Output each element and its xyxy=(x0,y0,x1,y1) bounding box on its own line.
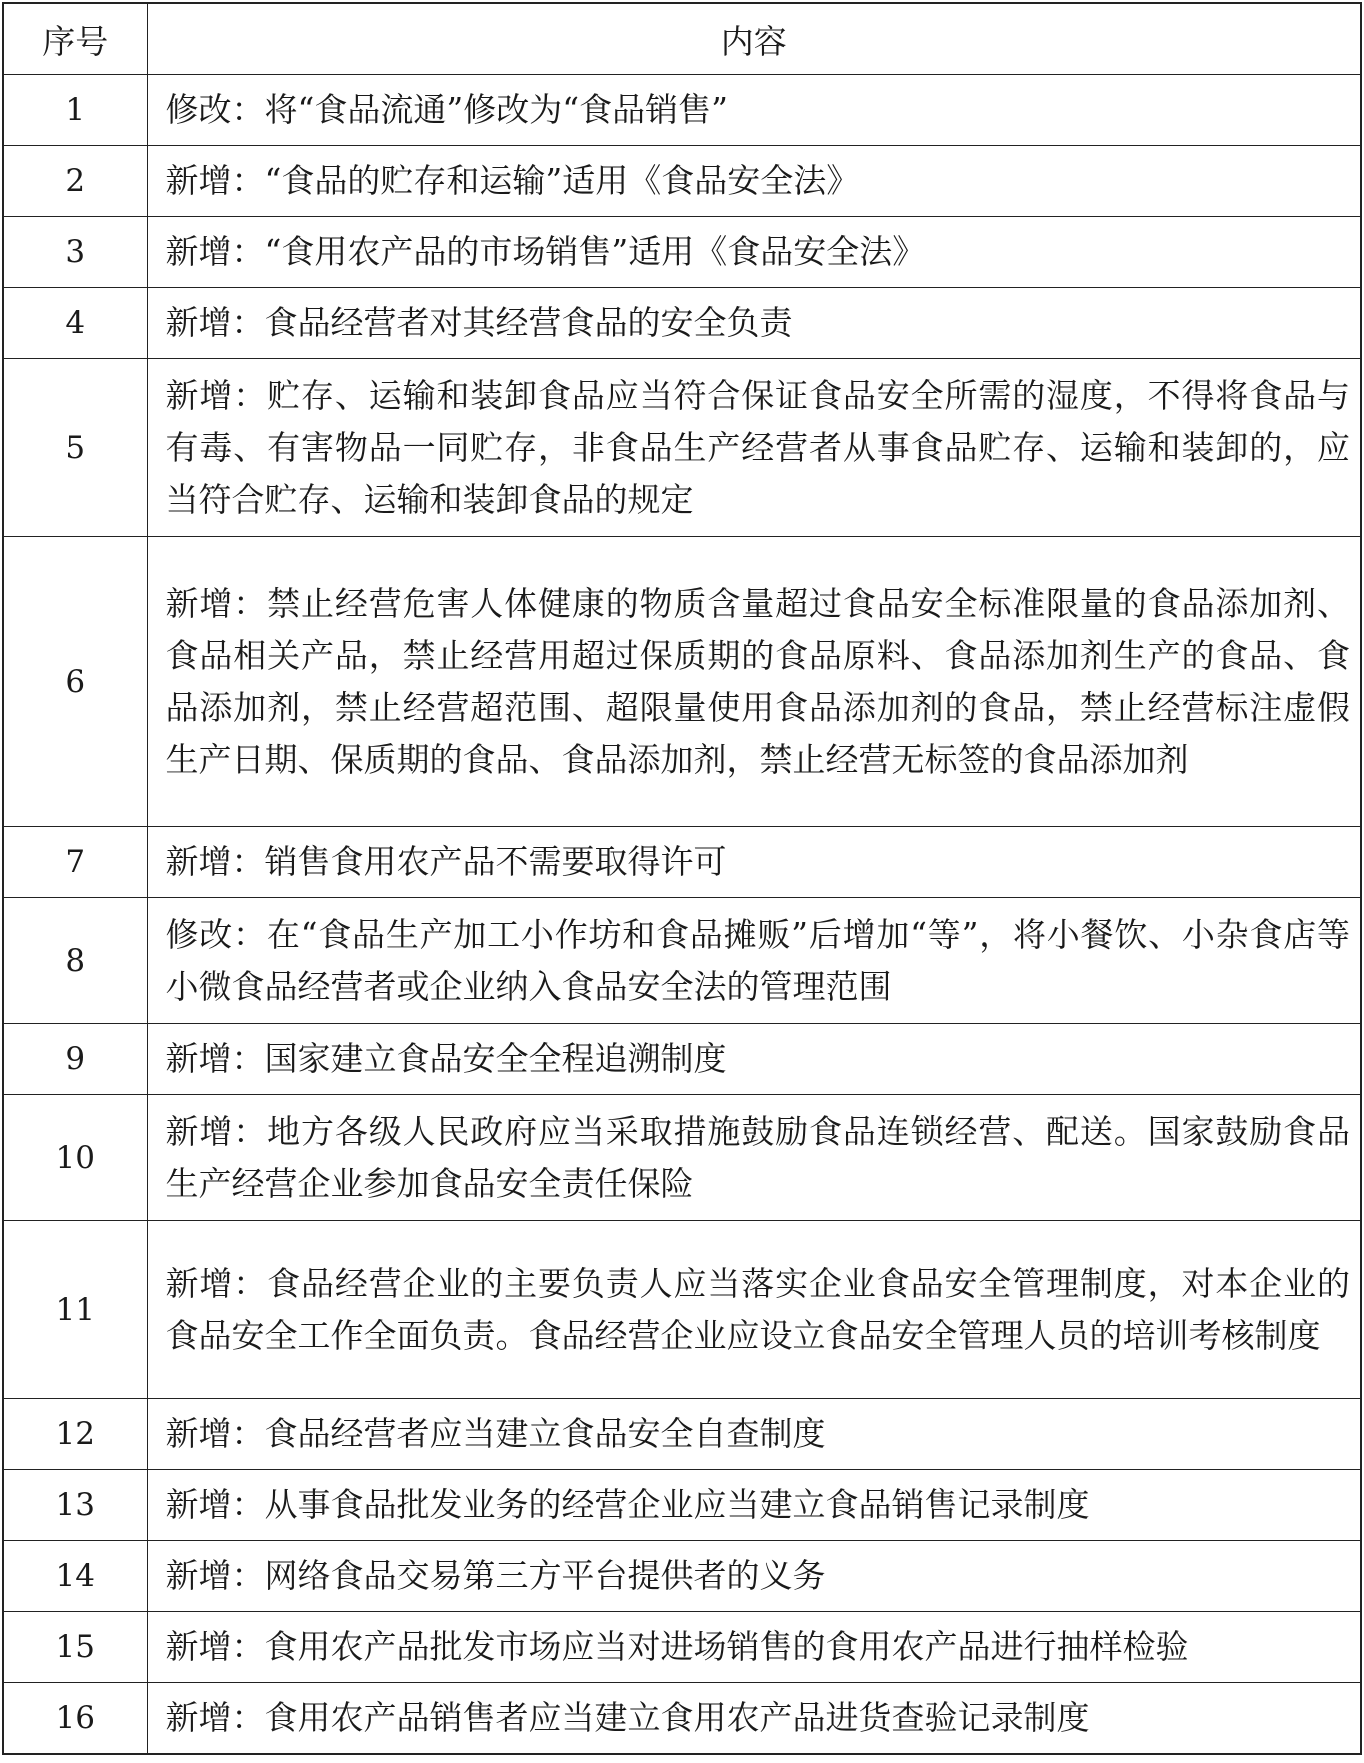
row-content: 修改：将“食品流通”修改为“食品销售” xyxy=(147,75,1361,146)
row-number: 2 xyxy=(3,146,147,217)
row-number: 12 xyxy=(3,1399,147,1470)
row-content: 新增：从事食品批发业务的经营企业应当建立食品销售记录制度 xyxy=(147,1470,1361,1541)
table-row xyxy=(3,1221,1361,1399)
table-row xyxy=(3,75,1361,146)
table-row xyxy=(3,1470,1361,1541)
row-content: 新增：地方各级人民政府应当采取措施鼓励食品连锁经营、配送。国家鼓励食品生产经营企业参加食品安全责任保险 xyxy=(147,1095,1361,1221)
row-content: 新增：禁止经营危害人体健康的物质含量超过食品安全标准限量的食品添加剂、食品相关产品，禁止经营用超过保质期的食品原料、食品添加剂生产的食品、食品添加剂，禁止经营超范围、超限量使用食品添加剂的食品，禁止经营标注虚假生产日期、保质期的食品、食品添加剂，禁止经营无标签的食品添加剂 xyxy=(147,537,1361,827)
header-row xyxy=(3,3,1361,75)
row-content: 新增：“食品的贮存和运输”适用《食品安全法》 xyxy=(147,146,1361,217)
table-row xyxy=(3,359,1361,537)
amendments-table xyxy=(2,2,1362,1755)
row-number: 15 xyxy=(3,1612,147,1683)
row-number: 7 xyxy=(3,827,147,898)
table-row xyxy=(3,898,1361,1024)
row-content: 新增：食品经营者应当建立食品安全自查制度 xyxy=(147,1399,1361,1470)
table-row xyxy=(3,827,1361,898)
row-number: 10 xyxy=(3,1095,147,1221)
row-number: 11 xyxy=(3,1221,147,1399)
row-number: 1 xyxy=(3,75,147,146)
row-number: 14 xyxy=(3,1541,147,1612)
table-row xyxy=(3,217,1361,288)
table-row xyxy=(3,1683,1361,1755)
table-row xyxy=(3,1541,1361,1612)
table-header xyxy=(3,3,1361,75)
row-content: 新增：“食用农产品的市场销售”适用《食品安全法》 xyxy=(147,217,1361,288)
table-row xyxy=(3,1399,1361,1470)
row-content: 新增：贮存、运输和装卸食品应当符合保证食品安全所需的湿度，不得将食品与有毒、有害物品一同贮存，非食品生产经营者从事食品贮存、运输和装卸的，应当符合贮存、运输和装卸食品的规定 xyxy=(147,359,1361,537)
row-number: 16 xyxy=(3,1683,147,1755)
table-row xyxy=(3,146,1361,217)
table-row xyxy=(3,1024,1361,1095)
row-number: 8 xyxy=(3,898,147,1024)
row-content: 新增：国家建立食品安全全程追溯制度 xyxy=(147,1024,1361,1095)
row-content: 新增：网络食品交易第三方平台提供者的义务 xyxy=(147,1541,1361,1612)
header-content: 内容 xyxy=(147,3,1361,75)
row-number: 3 xyxy=(3,217,147,288)
row-content: 修改：在“食品生产加工小作坊和食品摊贩”后增加“等”，将小餐饮、小杂食店等小微食品经营者或企业纳入食品安全法的管理范围 xyxy=(147,898,1361,1024)
row-number: 6 xyxy=(3,537,147,827)
table-body xyxy=(3,75,1361,1755)
table-row xyxy=(3,288,1361,359)
row-number: 13 xyxy=(3,1470,147,1541)
row-number: 9 xyxy=(3,1024,147,1095)
row-content: 新增：食用农产品批发市场应当对进场销售的食用农产品进行抽样检验 xyxy=(147,1612,1361,1683)
table-row xyxy=(3,1612,1361,1683)
row-content: 新增：销售食用农产品不需要取得许可 xyxy=(147,827,1361,898)
row-content: 新增：食品经营者对其经营食品的安全负责 xyxy=(147,288,1361,359)
row-content: 新增：食用农产品销售者应当建立食用农产品进货查验记录制度 xyxy=(147,1683,1361,1755)
table-row xyxy=(3,537,1361,827)
row-number: 5 xyxy=(3,359,147,537)
row-number: 4 xyxy=(3,288,147,359)
table-row xyxy=(3,1095,1361,1221)
row-content: 新增：食品经营企业的主要负责人应当落实企业食品安全管理制度，对本企业的食品安全工作全面负责。食品经营企业应设立食品安全管理人员的培训考核制度 xyxy=(147,1221,1361,1399)
header-number: 序号 xyxy=(3,3,147,75)
